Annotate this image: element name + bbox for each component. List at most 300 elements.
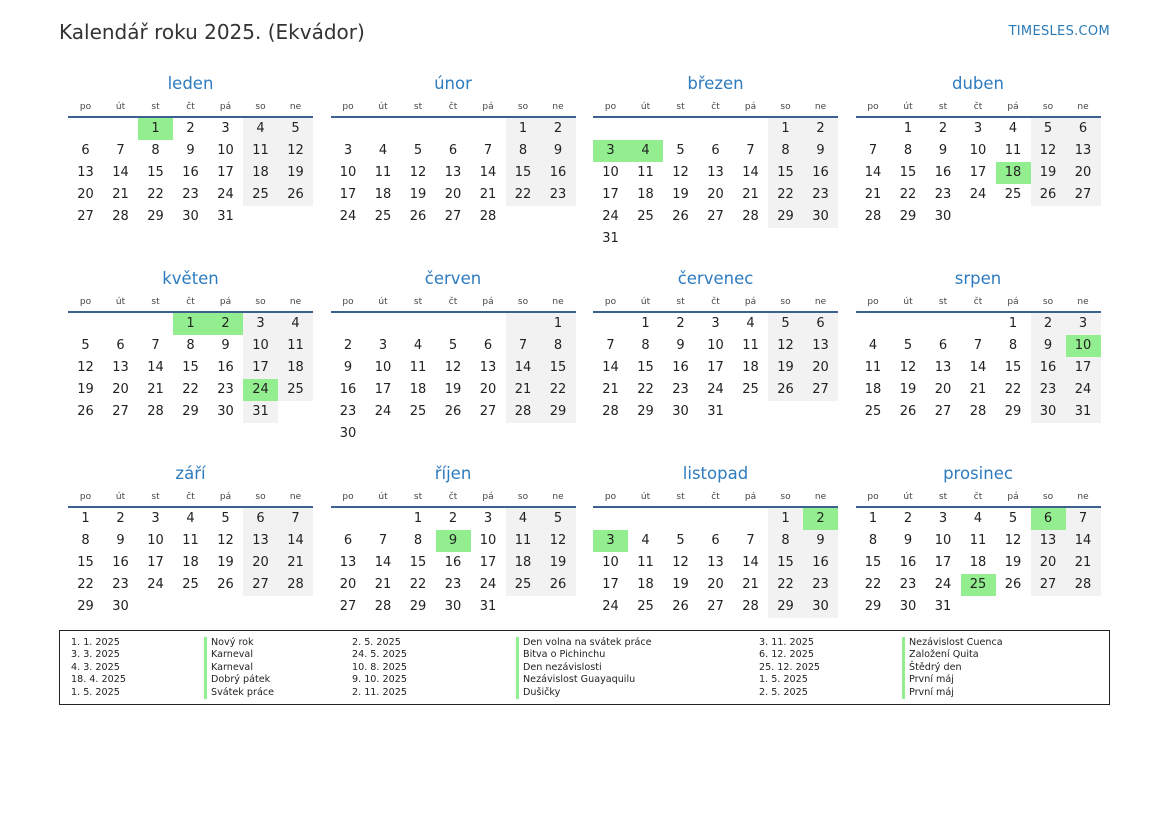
day-cell[interactable]: 18: [374, 187, 392, 202]
day-cell[interactable]: 15: [768, 552, 803, 574]
day-cell[interactable]: 24: [969, 187, 987, 202]
day-cell[interactable]: 14: [1066, 530, 1101, 552]
day-cell[interactable]: 3: [593, 530, 628, 552]
day-cell[interactable]: 6: [1066, 118, 1101, 140]
day-cell[interactable]: 1: [641, 316, 650, 331]
day-cell[interactable]: 27: [707, 599, 724, 614]
day-cell[interactable]: 8: [641, 338, 650, 353]
day-cell[interactable]: 21: [112, 187, 129, 202]
day-cell[interactable]: 4: [186, 511, 195, 526]
day-cell[interactable]: 31: [1066, 401, 1101, 423]
day-cell[interactable]: 4: [973, 511, 983, 526]
day-cell[interactable]: 1: [413, 511, 423, 526]
day-cell[interactable]: 7: [1066, 508, 1101, 530]
day-cell[interactable]: 6: [1031, 508, 1066, 530]
day-cell[interactable]: 22: [1004, 382, 1022, 397]
day-cell[interactable]: 8: [81, 533, 90, 548]
day-cell[interactable]: 25: [374, 209, 392, 224]
day-cell[interactable]: 14: [278, 530, 313, 552]
day-cell[interactable]: 13: [1031, 530, 1066, 552]
day-cell[interactable]: 5: [448, 338, 458, 353]
day-cell[interactable]: 30: [803, 596, 838, 618]
day-cell[interactable]: 24: [147, 577, 164, 592]
day-cell[interactable]: 17: [243, 357, 278, 379]
day-cell[interactable]: 25: [278, 379, 313, 401]
day-cell[interactable]: 20: [707, 187, 724, 202]
day-cell[interactable]: 11: [1004, 143, 1022, 158]
day-cell[interactable]: 16: [339, 382, 357, 397]
day-cell[interactable]: 6: [483, 338, 493, 353]
day-cell[interactable]: 12: [1004, 533, 1022, 548]
day-cell[interactable]: 29: [541, 401, 576, 423]
day-cell[interactable]: 3: [243, 313, 278, 335]
day-cell[interactable]: 4: [413, 338, 423, 353]
day-cell[interactable]: 29: [637, 404, 654, 419]
day-cell[interactable]: 2: [343, 338, 353, 353]
day-cell[interactable]: 4: [378, 143, 388, 158]
day-cell[interactable]: 8: [186, 338, 195, 353]
day-cell[interactable]: 30: [1031, 401, 1066, 423]
day-cell[interactable]: 28: [864, 209, 882, 224]
day-cell[interactable]: 19: [1004, 555, 1022, 570]
day-cell[interactable]: 24: [217, 187, 234, 202]
day-cell[interactable]: 9: [803, 530, 838, 552]
day-cell[interactable]: 24: [1066, 379, 1101, 401]
day-cell[interactable]: 8: [868, 533, 878, 548]
day-cell[interactable]: 28: [742, 599, 759, 614]
day-cell[interactable]: 14: [506, 357, 541, 379]
day-cell[interactable]: 28: [112, 209, 129, 224]
day-cell[interactable]: 25: [637, 599, 654, 614]
day-cell[interactable]: 8: [768, 530, 803, 552]
day-cell[interactable]: 22: [637, 382, 654, 397]
day-cell[interactable]: 27: [339, 599, 357, 614]
day-cell[interactable]: 21: [278, 552, 313, 574]
day-cell[interactable]: 9: [116, 533, 125, 548]
day-cell[interactable]: 21: [1066, 552, 1101, 574]
day-cell[interactable]: 19: [409, 187, 427, 202]
day-cell[interactable]: 19: [899, 382, 917, 397]
day-cell[interactable]: 10: [602, 165, 619, 180]
day-cell[interactable]: 17: [1066, 357, 1101, 379]
day-cell[interactable]: 15: [77, 555, 94, 570]
day-cell[interactable]: 23: [182, 187, 199, 202]
day-cell[interactable]: 29: [77, 599, 94, 614]
day-cell[interactable]: 25: [243, 184, 278, 206]
day-cell[interactable]: 20: [243, 552, 278, 574]
day-cell[interactable]: 2: [803, 118, 838, 140]
day-cell[interactable]: 12: [444, 360, 462, 375]
day-cell[interactable]: 1: [868, 511, 878, 526]
day-cell[interactable]: 30: [217, 404, 234, 419]
day-cell[interactable]: 1: [173, 313, 208, 335]
day-cell[interactable]: 22: [899, 187, 917, 202]
day-cell[interactable]: 12: [278, 140, 313, 162]
day-cell[interactable]: 20: [77, 187, 94, 202]
day-cell[interactable]: 26: [899, 404, 917, 419]
day-cell[interactable]: 12: [409, 165, 427, 180]
day-cell[interactable]: 28: [278, 574, 313, 596]
day-cell[interactable]: 5: [903, 338, 913, 353]
day-cell[interactable]: 2: [448, 511, 458, 526]
day-cell[interactable]: 22: [506, 184, 541, 206]
day-cell[interactable]: 29: [409, 599, 427, 614]
day-cell[interactable]: 30: [934, 209, 952, 224]
day-cell[interactable]: 21: [969, 382, 987, 397]
day-cell[interactable]: 22: [182, 382, 199, 397]
day-cell[interactable]: 17: [934, 555, 952, 570]
day-cell[interactable]: 11: [374, 165, 392, 180]
day-cell[interactable]: 26: [217, 577, 234, 592]
day-cell[interactable]: 25: [637, 209, 654, 224]
day-cell[interactable]: 10: [339, 165, 357, 180]
day-cell[interactable]: 10: [934, 533, 952, 548]
day-cell[interactable]: 20: [112, 382, 129, 397]
day-cell[interactable]: 18: [243, 162, 278, 184]
day-cell[interactable]: 15: [1004, 360, 1022, 375]
day-cell[interactable]: 10: [1066, 335, 1101, 357]
day-cell[interactable]: 22: [541, 379, 576, 401]
day-cell[interactable]: 7: [606, 338, 615, 353]
day-cell[interactable]: 4: [1008, 121, 1018, 136]
day-cell[interactable]: 12: [899, 360, 917, 375]
day-cell[interactable]: 17: [217, 165, 234, 180]
day-cell[interactable]: 27: [803, 379, 838, 401]
day-cell[interactable]: 6: [448, 143, 458, 158]
day-cell[interactable]: 7: [378, 533, 388, 548]
day-cell[interactable]: 6: [81, 143, 90, 158]
day-cell[interactable]: 4: [868, 338, 878, 353]
day-cell[interactable]: 19: [672, 577, 689, 592]
day-cell[interactable]: 25: [182, 577, 199, 592]
day-cell[interactable]: 26: [77, 404, 94, 419]
day-cell[interactable]: 21: [602, 382, 619, 397]
day-cell[interactable]: 5: [1031, 118, 1066, 140]
day-cell[interactable]: 2: [903, 511, 913, 526]
day-cell[interactable]: 5: [278, 118, 313, 140]
day-cell[interactable]: 21: [147, 382, 164, 397]
day-cell[interactable]: 26: [672, 599, 689, 614]
day-cell[interactable]: 20: [339, 577, 357, 592]
day-cell[interactable]: 10: [147, 533, 164, 548]
day-cell[interactable]: 23: [899, 577, 917, 592]
day-cell[interactable]: 28: [374, 599, 392, 614]
day-cell[interactable]: 9: [221, 338, 230, 353]
day-cell[interactable]: 9: [343, 360, 353, 375]
day-cell[interactable]: 6: [711, 533, 720, 548]
day-cell[interactable]: 27: [707, 209, 724, 224]
day-cell[interactable]: 23: [934, 187, 952, 202]
day-cell[interactable]: 31: [479, 599, 497, 614]
day-cell[interactable]: 29: [768, 596, 803, 618]
day-cell[interactable]: 31: [217, 209, 234, 224]
day-cell[interactable]: 16: [672, 360, 689, 375]
day-cell[interactable]: 8: [506, 140, 541, 162]
day-cell[interactable]: 22: [147, 187, 164, 202]
day-cell[interactable]: 2: [1031, 313, 1066, 335]
day-cell[interactable]: 7: [868, 143, 878, 158]
day-cell[interactable]: 24: [602, 209, 619, 224]
day-cell[interactable]: 14: [864, 165, 882, 180]
day-cell[interactable]: 15: [409, 555, 427, 570]
day-cell[interactable]: 14: [147, 360, 164, 375]
day-cell[interactable]: 12: [541, 530, 576, 552]
day-cell[interactable]: 16: [899, 555, 917, 570]
day-cell[interactable]: 9: [1031, 335, 1066, 357]
day-cell[interactable]: 16: [803, 162, 838, 184]
day-cell[interactable]: 28: [969, 404, 987, 419]
day-cell[interactable]: 27: [934, 404, 952, 419]
day-cell[interactable]: 16: [112, 555, 129, 570]
day-cell[interactable]: 12: [77, 360, 94, 375]
day-cell[interactable]: 18: [864, 382, 882, 397]
day-cell[interactable]: 11: [409, 360, 427, 375]
day-cell[interactable]: 5: [81, 338, 90, 353]
day-cell[interactable]: 6: [116, 338, 125, 353]
day-cell[interactable]: 24: [934, 577, 952, 592]
day-cell[interactable]: 27: [112, 404, 129, 419]
day-cell[interactable]: 29: [768, 206, 803, 228]
day-cell[interactable]: 2: [186, 121, 195, 136]
day-cell[interactable]: 13: [707, 165, 724, 180]
day-cell[interactable]: 11: [243, 140, 278, 162]
day-cell[interactable]: 20: [934, 382, 952, 397]
day-cell[interactable]: 30: [339, 426, 357, 441]
day-cell[interactable]: 29: [864, 599, 882, 614]
day-cell[interactable]: 26: [1004, 577, 1022, 592]
day-cell[interactable]: 12: [1031, 140, 1066, 162]
day-cell[interactable]: 26: [444, 404, 462, 419]
day-cell[interactable]: 13: [339, 555, 357, 570]
day-cell[interactable]: 1: [768, 118, 803, 140]
day-cell[interactable]: 10: [479, 533, 497, 548]
day-cell[interactable]: 16: [182, 165, 199, 180]
day-cell[interactable]: 16: [934, 165, 952, 180]
day-cell[interactable]: 10: [217, 143, 234, 158]
day-cell[interactable]: 31: [602, 231, 619, 246]
day-cell[interactable]: 15: [768, 162, 803, 184]
day-cell[interactable]: 27: [479, 404, 497, 419]
day-cell[interactable]: 4: [641, 533, 650, 548]
day-cell[interactable]: 20: [803, 357, 838, 379]
day-cell[interactable]: 25: [961, 574, 996, 596]
day-cell[interactable]: 1: [1008, 316, 1018, 331]
day-cell[interactable]: 29: [182, 404, 199, 419]
day-cell[interactable]: 7: [746, 533, 755, 548]
day-cell[interactable]: 23: [1031, 379, 1066, 401]
day-cell[interactable]: 26: [409, 209, 427, 224]
day-cell[interactable]: 5: [1008, 511, 1018, 526]
day-cell[interactable]: 12: [768, 335, 803, 357]
day-cell[interactable]: 18: [742, 360, 759, 375]
day-cell[interactable]: 14: [112, 165, 129, 180]
day-cell[interactable]: 13: [803, 335, 838, 357]
day-cell[interactable]: 5: [221, 511, 230, 526]
day-cell[interactable]: 15: [637, 360, 654, 375]
day-cell[interactable]: 3: [343, 143, 353, 158]
day-cell[interactable]: 15: [899, 165, 917, 180]
day-cell[interactable]: 7: [278, 508, 313, 530]
day-cell[interactable]: 8: [1008, 338, 1018, 353]
day-cell[interactable]: 26: [278, 184, 313, 206]
day-cell[interactable]: 20: [444, 187, 462, 202]
day-cell[interactable]: 11: [969, 533, 987, 548]
day-cell[interactable]: 3: [711, 316, 720, 331]
day-cell[interactable]: 16: [541, 162, 576, 184]
day-cell[interactable]: 10: [243, 335, 278, 357]
day-cell[interactable]: 6: [711, 143, 720, 158]
day-cell[interactable]: 2: [803, 508, 838, 530]
day-cell[interactable]: 24: [374, 404, 392, 419]
day-cell[interactable]: 18: [996, 162, 1031, 184]
day-cell[interactable]: 6: [938, 338, 948, 353]
day-cell[interactable]: 19: [217, 555, 234, 570]
day-cell[interactable]: 9: [541, 140, 576, 162]
day-cell[interactable]: 1: [903, 121, 913, 136]
day-cell[interactable]: 5: [768, 313, 803, 335]
day-cell[interactable]: 3: [593, 140, 628, 162]
day-cell[interactable]: 25: [742, 382, 759, 397]
day-cell[interactable]: 20: [1066, 162, 1101, 184]
day-cell[interactable]: 10: [374, 360, 392, 375]
day-cell[interactable]: 8: [151, 143, 160, 158]
day-cell[interactable]: 23: [112, 577, 129, 592]
day-cell[interactable]: 2: [938, 121, 948, 136]
day-cell[interactable]: 13: [77, 165, 94, 180]
day-cell[interactable]: 21: [742, 187, 759, 202]
day-cell[interactable]: 19: [444, 382, 462, 397]
day-cell[interactable]: 3: [1066, 313, 1101, 335]
day-cell[interactable]: 4: [506, 508, 541, 530]
day-cell[interactable]: 9: [903, 533, 913, 548]
day-cell[interactable]: 23: [444, 577, 462, 592]
day-cell[interactable]: 14: [742, 165, 759, 180]
day-cell[interactable]: 24: [602, 599, 619, 614]
day-cell[interactable]: 25: [1004, 187, 1022, 202]
day-cell[interactable]: 11: [742, 338, 759, 353]
day-cell[interactable]: 23: [803, 574, 838, 596]
day-cell[interactable]: 30: [112, 599, 129, 614]
day-cell[interactable]: 3: [938, 511, 948, 526]
day-cell[interactable]: 21: [479, 187, 497, 202]
day-cell[interactable]: 23: [541, 184, 576, 206]
day-cell[interactable]: 23: [803, 184, 838, 206]
day-cell[interactable]: 14: [479, 165, 497, 180]
day-cell[interactable]: 27: [77, 209, 94, 224]
day-cell[interactable]: 16: [217, 360, 234, 375]
day-cell[interactable]: 2: [676, 316, 685, 331]
day-cell[interactable]: 9: [803, 140, 838, 162]
day-cell[interactable]: 26: [1031, 184, 1066, 206]
day-cell[interactable]: 17: [602, 577, 619, 592]
day-cell[interactable]: 30: [672, 404, 689, 419]
day-cell[interactable]: 15: [182, 360, 199, 375]
day-cell[interactable]: 7: [483, 143, 493, 158]
day-cell[interactable]: 19: [672, 187, 689, 202]
day-cell[interactable]: 11: [637, 555, 654, 570]
day-cell[interactable]: 4: [243, 118, 278, 140]
day-cell[interactable]: 19: [768, 357, 803, 379]
day-cell[interactable]: 17: [602, 187, 619, 202]
day-cell[interactable]: 24: [339, 209, 357, 224]
day-cell[interactable]: 18: [969, 555, 987, 570]
day-cell[interactable]: 23: [672, 382, 689, 397]
day-cell[interactable]: 21: [506, 379, 541, 401]
day-cell[interactable]: 18: [409, 382, 427, 397]
day-cell[interactable]: 19: [1031, 162, 1066, 184]
day-cell[interactable]: 9: [186, 143, 195, 158]
day-cell[interactable]: 4: [278, 313, 313, 335]
day-cell[interactable]: 17: [339, 187, 357, 202]
day-cell[interactable]: 22: [409, 577, 427, 592]
day-cell[interactable]: 18: [637, 187, 654, 202]
day-cell[interactable]: 5: [676, 143, 685, 158]
day-cell[interactable]: 25: [506, 574, 541, 596]
day-cell[interactable]: 6: [803, 313, 838, 335]
day-cell[interactable]: 30: [803, 206, 838, 228]
day-cell[interactable]: 18: [506, 552, 541, 574]
day-cell[interactable]: 3: [378, 338, 388, 353]
day-cell[interactable]: 10: [602, 555, 619, 570]
day-cell[interactable]: 23: [217, 382, 234, 397]
day-cell[interactable]: 15: [541, 357, 576, 379]
day-cell[interactable]: 4: [746, 316, 755, 331]
day-cell[interactable]: 10: [969, 143, 987, 158]
day-cell[interactable]: 11: [182, 533, 199, 548]
day-cell[interactable]: 29: [1004, 404, 1022, 419]
day-cell[interactable]: 1: [138, 118, 173, 140]
day-cell[interactable]: 30: [899, 599, 917, 614]
day-cell[interactable]: 15: [864, 555, 882, 570]
day-cell[interactable]: 27: [1066, 184, 1101, 206]
day-cell[interactable]: 14: [602, 360, 619, 375]
day-cell[interactable]: 16: [803, 552, 838, 574]
day-cell[interactable]: 22: [768, 574, 803, 596]
day-cell[interactable]: 28: [602, 404, 619, 419]
day-cell[interactable]: 27: [243, 574, 278, 596]
day-cell[interactable]: 17: [707, 360, 724, 375]
day-cell[interactable]: 13: [444, 165, 462, 180]
day-cell[interactable]: 10: [707, 338, 724, 353]
day-cell[interactable]: 22: [768, 184, 803, 206]
day-cell[interactable]: 3: [221, 121, 230, 136]
day-cell[interactable]: 9: [938, 143, 948, 158]
day-cell[interactable]: 7: [746, 143, 755, 158]
day-cell[interactable]: 2: [541, 118, 576, 140]
day-cell[interactable]: 3: [483, 511, 493, 526]
day-cell[interactable]: 7: [506, 335, 541, 357]
day-cell[interactable]: 18: [278, 357, 313, 379]
day-cell[interactable]: 24: [479, 577, 497, 592]
day-cell[interactable]: 1: [81, 511, 90, 526]
day-cell[interactable]: 21: [864, 187, 882, 202]
day-cell[interactable]: 13: [1066, 140, 1101, 162]
day-cell[interactable]: 20: [1031, 552, 1066, 574]
day-cell[interactable]: 31: [707, 404, 724, 419]
day-cell[interactable]: 11: [864, 360, 882, 375]
day-cell[interactable]: 26: [672, 209, 689, 224]
day-cell[interactable]: 25: [409, 404, 427, 419]
day-cell[interactable]: 14: [969, 360, 987, 375]
day-cell[interactable]: 14: [374, 555, 392, 570]
day-cell[interactable]: 6: [343, 533, 353, 548]
day-cell[interactable]: 24: [707, 382, 724, 397]
day-cell[interactable]: 18: [182, 555, 199, 570]
day-cell[interactable]: 7: [151, 338, 160, 353]
day-cell[interactable]: 30: [444, 599, 462, 614]
site-link[interactable]: TIMESLES.COM: [1008, 24, 1110, 39]
day-cell[interactable]: 13: [934, 360, 952, 375]
